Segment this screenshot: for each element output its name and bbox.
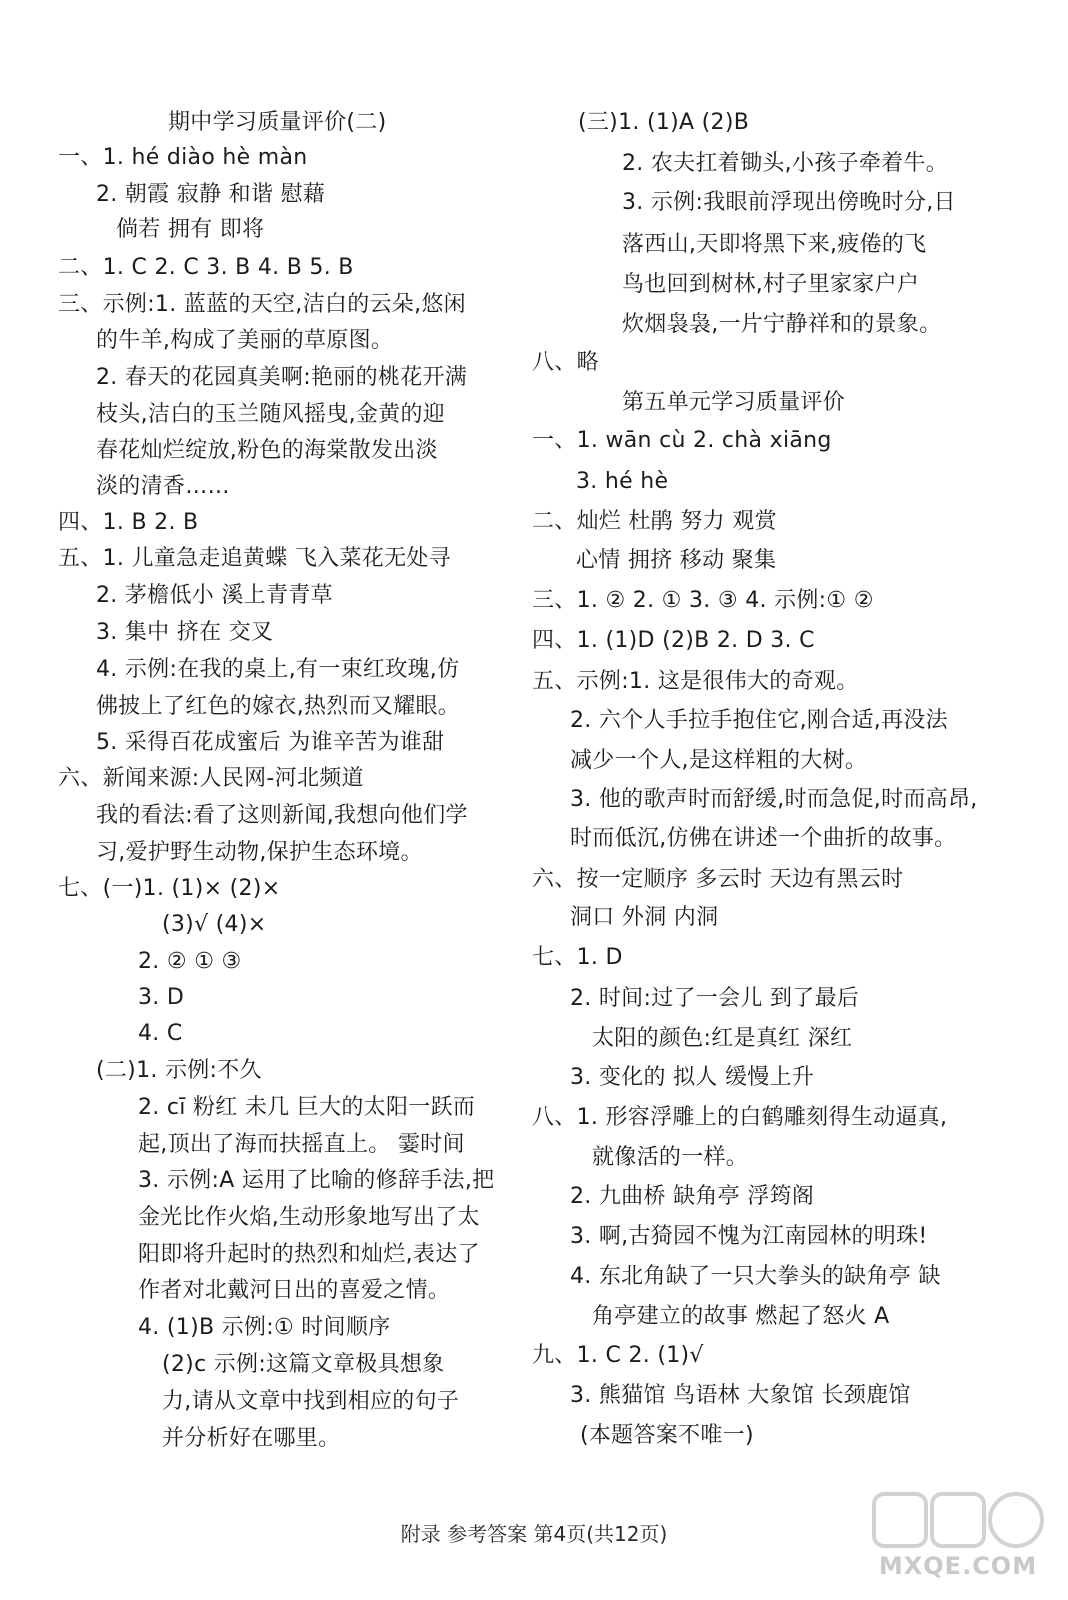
answer-line: 3. D [138,985,185,1010]
answer-line: 太阳的颜色:红是真红 深红 [592,1026,853,1051]
answer-line: 3. 示例:A 运用了比喻的修辞手法,把 [138,1168,495,1193]
answer-line: 一、1. wān cù 2. chà xiāng [532,428,832,453]
section-title-unit5: 第五单元学习质量评价 [622,390,846,415]
answer-line: 2. 农夫扛着锄头,小孩子牵着牛。 [622,151,949,176]
answer-line: 洞口 外洞 内洞 [570,905,719,930]
answer-line: 金光比作火焰,生动形象地写出了太 [138,1205,480,1230]
answer-line: 2. 茅檐低小 溪上青青草 [96,583,333,608]
answer-line: 六、按一定顺序 多云时 天边有黑云时 [532,867,904,892]
answer-line: 春花灿烂绽放,粉色的海棠散发出淡 [96,438,438,463]
answer-line: 时而低沉,仿佛在讲述一个曲折的故事。 [570,826,957,851]
answer-line: 的牛羊,构成了美丽的草原图。 [96,328,394,353]
answer-line: 3. 啊,古猗园不愧为江南园林的明珠! [570,1224,928,1249]
answer-line: 3. hé hè [576,469,669,494]
answer-line: 二、灿烂 杜鹃 努力 观赏 [532,509,777,534]
answer-line: 2. 春天的花园真美啊:艳丽的桃花开满 [96,365,468,390]
answer-line: 炊烟袅袅,一片宁静祥和的景象。 [622,312,942,337]
answer-line: 六、新闻来源:人民网-河北频道 [58,766,364,791]
answer-line: 七、(一)1. (1)× (2)× [58,876,281,901]
answer-line: 2. ② ① ③ [138,949,242,974]
answer-line: 一、1. hé diào hè màn [58,145,308,170]
answer-line: 四、1. (1)D (2)B 2. D 3. C [532,628,815,653]
answer-line: 减少一个人,是这样粗的大树。 [570,748,868,773]
answer-line: 九、1. C 2. (1)√ [532,1343,704,1368]
answer-line: 2. 九曲桥 缺角亭 浮筠阁 [570,1184,815,1209]
answer-line: 3. 变化的 拟人 缓慢上升 [570,1065,815,1090]
answer-line: 七、1. D [532,945,623,970]
answer-line: 角亭建立的故事 燃起了怒火 A [592,1304,890,1329]
watermark-emblem-icon [868,1488,1048,1558]
answer-line: 五、示例:1. 这是很伟大的奇观。 [532,669,859,694]
answer-line: 八、1. 形容浮雕上的白鹤雕刻得生动逼真, [532,1105,948,1130]
answer-line: 作者对北戴河日出的喜爱之情。 [138,1278,451,1303]
answer-line: 3. 熊猫馆 鸟语林 大象馆 长颈鹿馆 [570,1383,911,1408]
answer-line: 落西山,天即将黑下来,疲倦的飞 [622,232,927,257]
watermark-logo [868,1488,1048,1593]
answer-line: 3. 集中 挤在 交叉 [96,620,274,645]
section-title-midterm: 期中学习质量评价(二) [168,110,387,135]
answer-line: (二)1. 示例:不久 [96,1058,262,1083]
answer-line: 八、略 [532,350,599,375]
page-footer: 附录 参考答案 第4页(共12页) [400,1522,668,1546]
answer-line: 4. 东北角缺了一只大拳头的缺角亭 缺 [570,1264,941,1289]
answer-line: 阳即将升起时的热烈和灿烂,表达了 [138,1242,480,1267]
answer-line: (2)c 示例:这篇文章极具想象 [162,1352,445,1377]
answer-line: (3)√ (4)× [162,912,267,937]
answer-line: 我的看法:看了这则新闻,我想向他们学 [96,803,468,828]
answer-line: 力,请从文章中找到相应的句子 [162,1389,460,1414]
answer-line: 4. (1)B 示例:① 时间顺序 [138,1315,391,1340]
answer-line: 并分析好在哪里。 [162,1426,341,1451]
answer-line: 5. 采得百花成蜜后 为谁辛苦为谁甜 [96,730,445,755]
answer-line: 鸟也回到树林,村子里家家户户 [622,272,920,297]
answer-line: 淡的清香…… [96,474,230,499]
answer-line: 心情 拥挤 移动 聚集 [576,548,777,573]
answer-line: 佛披上了红色的嫁衣,热烈而又耀眼。 [96,694,461,719]
answer-line: (本题答案不唯一) [580,1423,754,1448]
answer-line: 起,顶出了海而扶摇直上。 霎时间 [138,1132,465,1157]
answer-line: 3. 示例:我眼前浮现出傍晚时分,日 [622,190,956,215]
answer-line: 四、1. B 2. B [58,510,199,535]
answer-line: 2. 时间:过了一会儿 到了最后 [570,986,860,1011]
answer-line: 2. cī 粉红 未几 巨大的太阳一跃而 [138,1095,476,1120]
answer-line: 2. 六个人手拉手抱住它,刚合适,再没法 [570,708,948,733]
answer-line: 2. 朝霞 寂静 和谐 慰藉 [96,182,326,207]
answer-line: 3. 他的歌声时而舒缓,时而急促,时而高昂, [570,787,978,812]
answer-line: 枝头,洁白的玉兰随风摇曳,金黄的迎 [96,402,446,427]
answer-line: 就像活的一样。 [592,1145,749,1170]
answer-line: 倘若 拥有 即将 [116,217,265,242]
answer-line: (三)1. (1)A (2)B [578,110,750,135]
answer-line: 4. 示例:在我的桌上,有一束红玫瑰,仿 [96,657,460,682]
answer-line: 习,爱护野生动物,保护生态环境。 [96,840,423,865]
answer-line: 二、1. C 2. C 3. B 4. B 5. B [58,255,354,280]
answer-line: 三、示例:1. 蓝蓝的天空,洁白的云朵,悠闲 [58,292,466,317]
answer-line: 4. C [138,1021,183,1046]
answer-line: 五、1. 儿童急走追黄蝶 飞入菜花无处寻 [58,546,451,571]
watermark-text: MXQE.COM [878,1552,1038,1580]
answer-line: 三、1. ② 2. ① 3. ③ 4. 示例:① ② [532,588,874,613]
